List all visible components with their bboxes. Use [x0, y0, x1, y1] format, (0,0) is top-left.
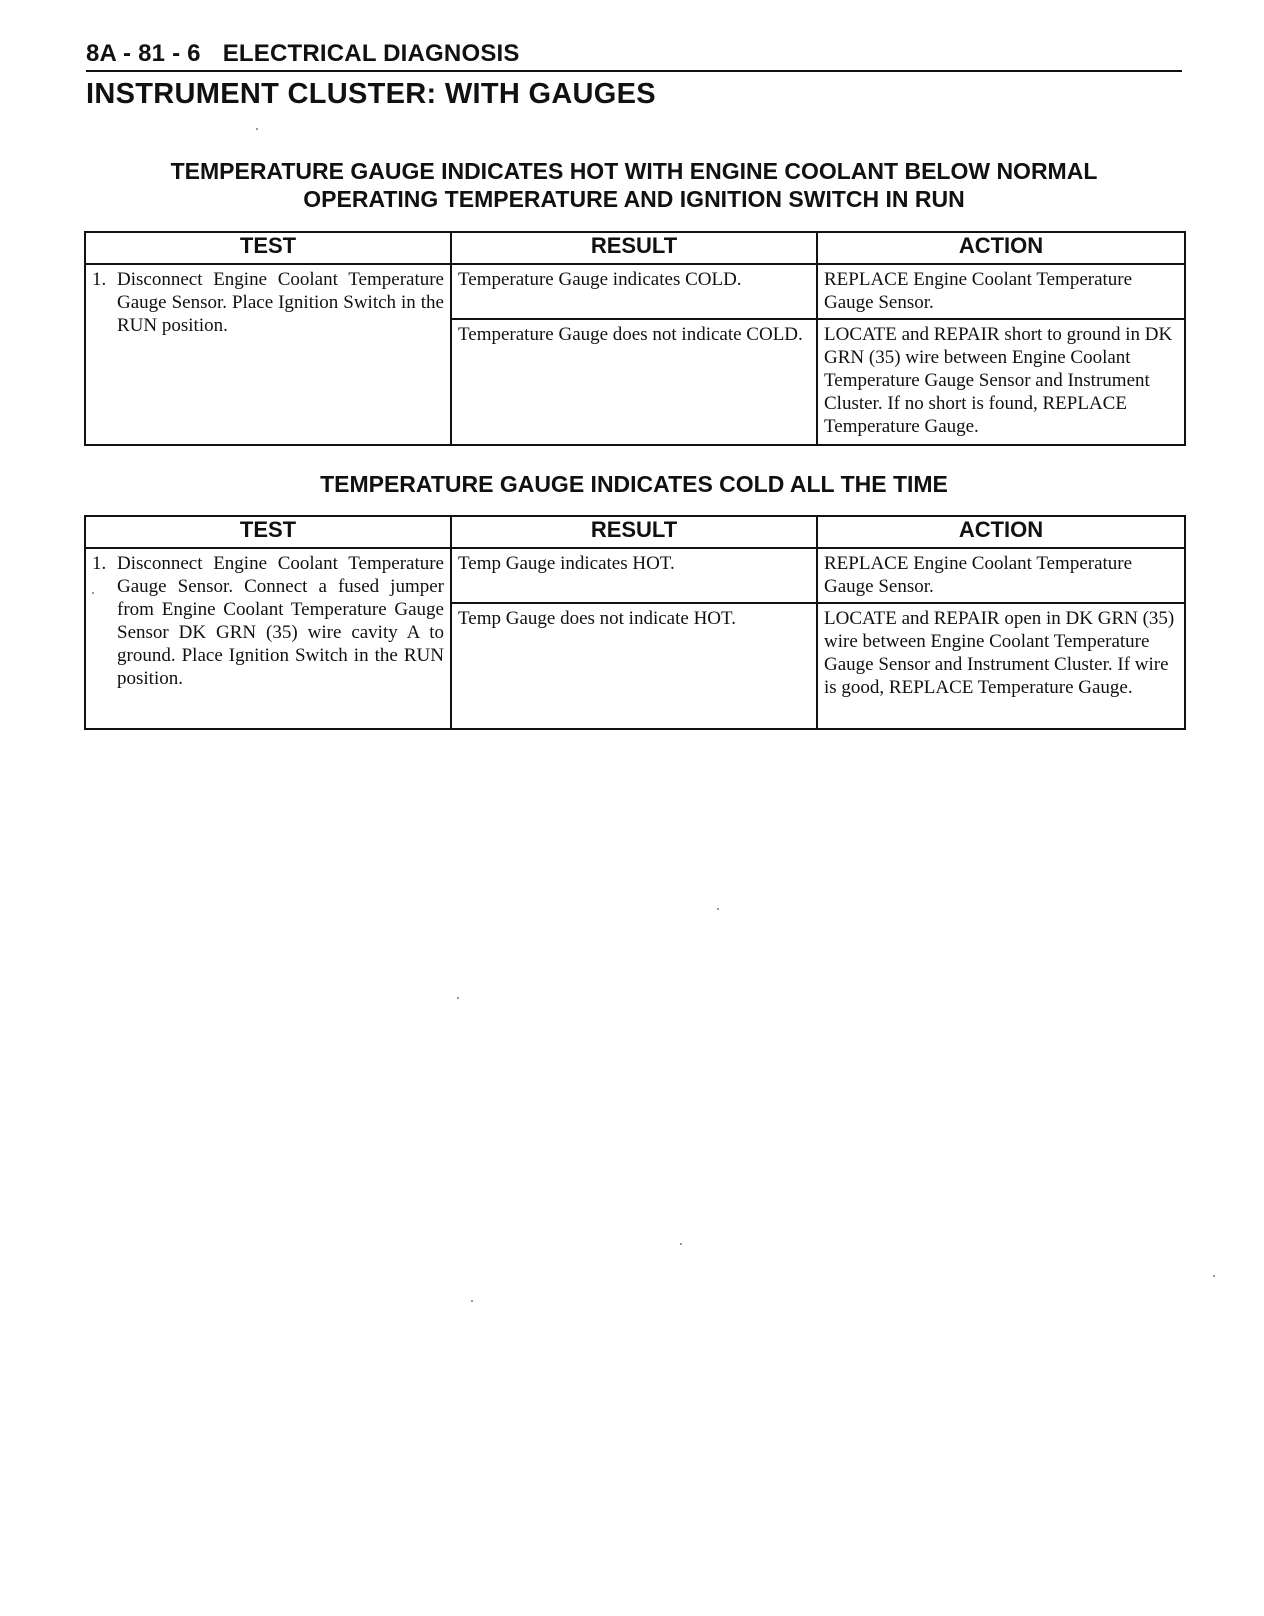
table-2-title: [86, 470, 1182, 498]
column-header-action: ACTION: [817, 516, 1185, 548]
test-step: [92, 552, 444, 690]
action-cell: REPLACE Engine Coolant Temperature Gauge Sensor.: [817, 548, 1185, 603]
scan-speck: [457, 997, 459, 999]
test-cell: [85, 548, 451, 729]
section-name: ELECTRICAL DIAGNOSIS: [222, 40, 520, 67]
test-cell: [85, 264, 451, 445]
diagnosis-table-1: [84, 231, 1186, 446]
section-title: INSTRUMENT CLUSTER: WITH GAUGES: [86, 78, 656, 110]
scan-speck: [92, 592, 94, 594]
action-cell: LOCATE and REPAIR short to ground in DK GRN (35) wire between Engine Coolant Temperature Gauge Sensor and Instrument Cluster. If no short is found, REPLACE Temperature Gauge.: [817, 319, 1185, 445]
diagnosis-table-2: [84, 515, 1186, 730]
result-cell: Temp Gauge does not indicate HOT.: [451, 603, 817, 729]
step-number: 1.: [92, 269, 107, 290]
column-header-test: TEST: [85, 232, 451, 264]
scan-speck: [1213, 1275, 1215, 1277]
table-row: [85, 548, 1185, 603]
table-header-row: [85, 232, 1185, 264]
action-cell: LOCATE and REPAIR open in DK GRN (35) wire between Engine Coolant Temperature Gauge Sensor and Instrument Cluster. If wire is good, REPLACE Temperature Gauge.: [817, 603, 1185, 729]
column-header-test: TEST: [85, 516, 451, 548]
column-header-result: RESULT: [451, 232, 817, 264]
scan-speck: [680, 1243, 682, 1245]
table-header-row: [85, 516, 1185, 548]
table-1-title-line-1: TEMPERATURE GAUGE INDICATES HOT WITH ENGINE COOLANT BELOW NORMAL: [170, 158, 1098, 184]
step-text: Disconnect Engine Coolant Temperature Gauge Sensor. Connect a fused jumper from Engine Coolant Temperature Gauge Sensor DK GRN (35) wire cavity A to ground. Place Ignition Switch in the RUN position.: [117, 553, 444, 689]
page-number: 8A - 81 - 6: [86, 40, 201, 67]
table-2-title-line-1: TEMPERATURE GAUGE INDICATES COLD ALL THE TIME: [320, 471, 948, 497]
result-cell: Temperature Gauge indicates COLD.: [451, 264, 817, 319]
column-header-action: ACTION: [817, 232, 1185, 264]
result-cell: Temperature Gauge does not indicate COLD.: [451, 319, 817, 445]
column-header-result: RESULT: [451, 516, 817, 548]
scan-speck: [471, 1300, 473, 1302]
action-cell: REPLACE Engine Coolant Temperature Gauge Sensor.: [817, 264, 1185, 319]
table-1-title: [86, 157, 1182, 213]
table-row: [85, 264, 1185, 319]
test-step: [92, 268, 444, 337]
scan-speck: [256, 128, 258, 130]
page-header: [86, 40, 1182, 72]
result-cell: Temp Gauge indicates HOT.: [451, 548, 817, 603]
scan-speck: [717, 908, 719, 910]
step-number: 1.: [92, 553, 107, 574]
table-1-title-line-2: OPERATING TEMPERATURE AND IGNITION SWITCH IN RUN: [303, 186, 965, 212]
step-text: Disconnect Engine Coolant Temperature Gauge Sensor. Place Ignition Switch in the RUN position.: [117, 269, 444, 336]
